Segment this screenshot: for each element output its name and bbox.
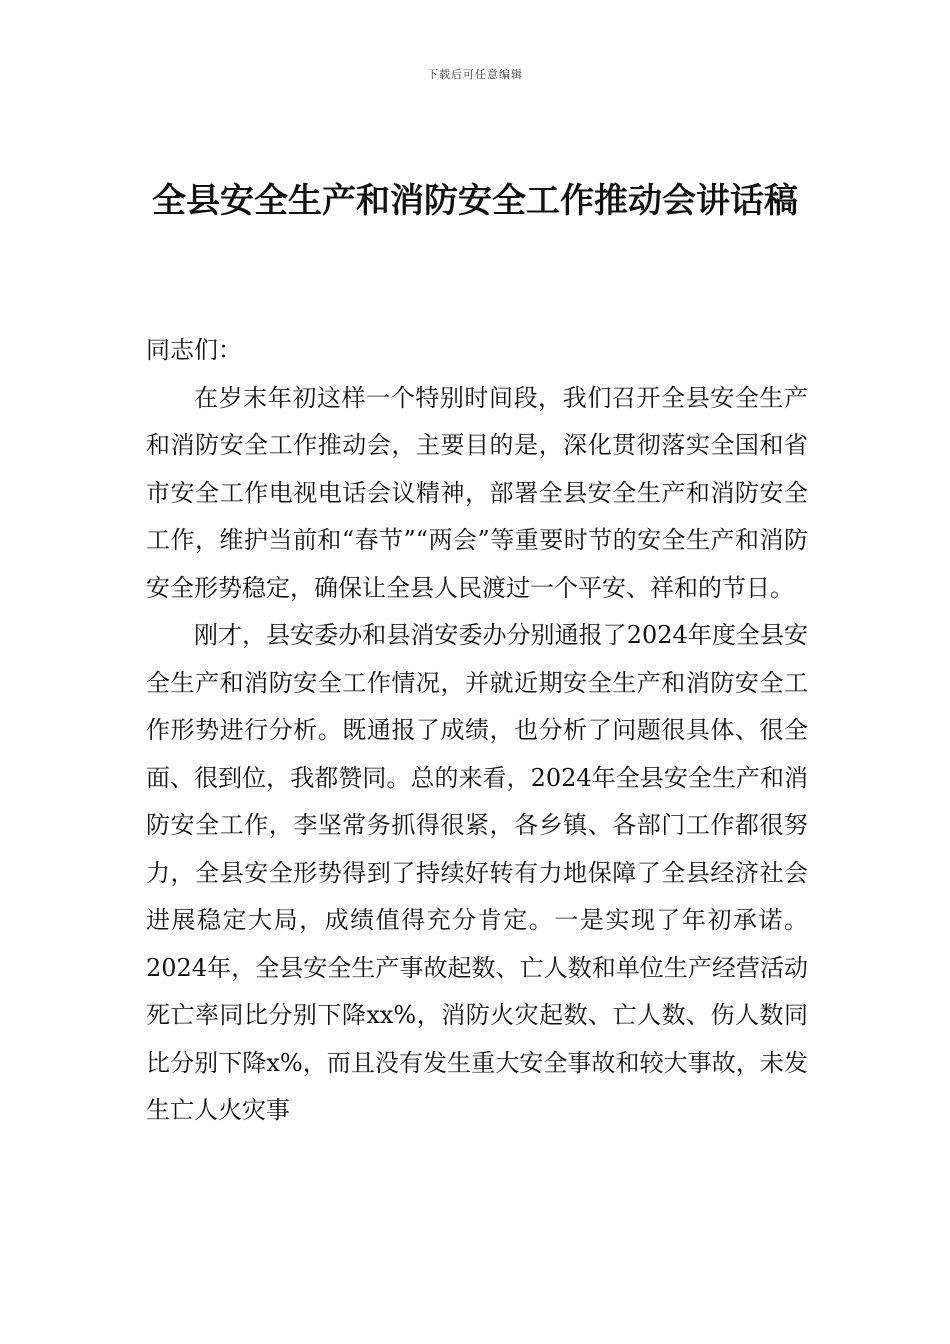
header-note: 下载后可任意编辑 bbox=[427, 68, 523, 81]
paragraph-1: 在岁末年初这样一个特别时间段，我们召开全县安全生产和消防安全工作推动会，主要目的是，深化贯彻落实全国和省市安全工作电视电话会议精神，部署全县安全生产和消防安全工作，维护当前和“春节”“两会”等重要时节的安全生产和消防安全形势稳定，确保让全县人民渡过一个平安、祥和的节日。 bbox=[146, 383, 808, 602]
paragraph-2: 刚才，县安委办和县消安委办分别通报了2024年度全县安全生产和消防安全工作情况，并就近期安全生产和消防安全工作形势进行分析。既通报了成绩，也分析了问题很具体、很全面、很到位，我都赞同。总的来看，2024年全县安全生产和消防安全工作，李坚常务抓得很紧，各乡镇、各部门工作都很努力，全县安全形势得到了持续好转有力地保障了全县经济社会进展稳定大局，成绩值得充分肯定。一是实现了年初承诺。2024年，全县安全生产事故起数、亡人数和单位生产经营活动死亡率同比分别下降xx%，消防火灾起数、亡人数、伤人数同比分别下降x%，而且没有发生重大安全事故和较大事故，未发生亡人火灾事 bbox=[146, 621, 808, 1124]
salutation: 同志们： bbox=[146, 336, 242, 364]
document-title: 全县安全生产和消防安全工作推动会讲话稿 bbox=[152, 181, 798, 221]
document-body bbox=[146, 327, 808, 1135]
